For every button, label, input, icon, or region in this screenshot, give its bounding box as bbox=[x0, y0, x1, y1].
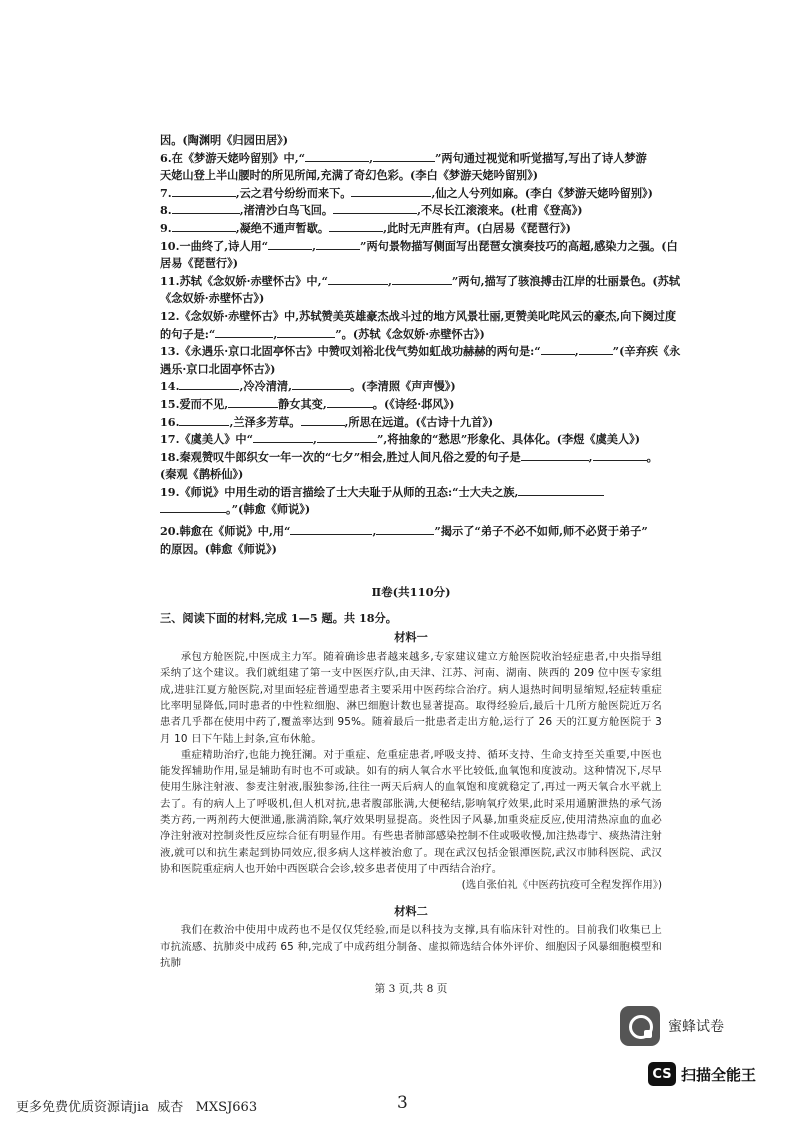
answer-blank[interactable] bbox=[172, 221, 236, 232]
text: 的原因。(韩愈《师说》) bbox=[160, 541, 277, 556]
text: ”(辛弃疾《永 bbox=[612, 344, 681, 359]
text: 15.爱而不见, bbox=[160, 396, 229, 411]
answer-blank[interactable] bbox=[172, 203, 240, 214]
answer-blank[interactable] bbox=[215, 327, 273, 338]
answer-blank[interactable] bbox=[593, 450, 647, 461]
text: ”,将抽象的“愁思”形象化、具体化。(李煜《虞美人》) bbox=[376, 432, 641, 447]
text: , bbox=[588, 449, 593, 464]
question-10 bbox=[160, 238, 678, 256]
question-19 bbox=[160, 484, 662, 502]
text: 14. bbox=[160, 379, 180, 394]
question-6-cont bbox=[160, 167, 662, 185]
line-0 bbox=[160, 132, 662, 150]
answer-blank[interactable] bbox=[327, 397, 373, 408]
text: ,所思在远道。(《古诗十九首》) bbox=[344, 414, 494, 429]
answer-blank[interactable] bbox=[228, 397, 278, 408]
text: , bbox=[372, 524, 377, 539]
question-20-cont bbox=[160, 541, 662, 559]
answer-blank[interactable] bbox=[376, 524, 434, 535]
text: 。 bbox=[646, 449, 658, 464]
app-name: 扫描全能王 bbox=[681, 1065, 757, 1084]
answer-blank[interactable] bbox=[305, 151, 369, 162]
question-11-cont bbox=[160, 290, 662, 308]
text: ”两句景物描写侧面写出琵琶女演奏技巧的高超,感染力之强。(白 bbox=[360, 238, 678, 253]
text: ,此时无声胜有声。(白居易《琵琶行》) bbox=[383, 220, 571, 235]
text: 10.一曲终了,诗人用“ bbox=[160, 238, 269, 253]
answer-blank[interactable] bbox=[160, 502, 226, 513]
mifeng-logo-icon bbox=[620, 1006, 660, 1046]
material-1-paragraph-2: 重症精助治疗,也能力挽狂澜。对于重症、危重症患者,呼吸支持、循环支持、生命支持至关重要,中医也能发挥辅助作用,显是辅助有时也不可或缺。如有的病人氧合水平比较低,血氧饱和度波动。这种情况下,尽早使用生脉注射液、参麦注射液,服独参汤,往往一两天后病人的血氧饱和度就稳定了,再过一两天氧合水平就上去了。有的病人上了呼吸机,但人机对抗,患者腹部胀满,大便秘结,影响氧疗效果,此时采用通腑泄热的承气汤类方药,一两剂药大便泄通,胀满消除,氧疗效果明显提高。炎性因子风暴,加重炎症反应,使用清热凉血的血必净注射液对控制炎性反应综合征有明显作用。有些患者肺部感染控制不住或吸收慢,加注热毒宁、痰热清注射液,就可以和抗生素起到协同效应,很多病人这样被治愈了。现在武汉包括金银潭医院,武汉市肺科医院、武汉协和医院重症病人也开始中西医联合会诊,较多患者使用了中西结合治疗。 bbox=[160, 748, 662, 875]
section-title: Ⅱ卷(共110分) bbox=[371, 585, 451, 600]
text: 6.在《梦游天姥吟留别》中,“ bbox=[160, 150, 306, 165]
text: 《念奴娇·赤壁怀古》) bbox=[160, 291, 265, 306]
answer-blank[interactable] bbox=[373, 151, 435, 162]
answer-blank[interactable] bbox=[518, 485, 604, 496]
answer-blank[interactable] bbox=[329, 221, 383, 232]
question-10-cont bbox=[160, 255, 662, 273]
question-18 bbox=[160, 449, 662, 467]
text: 8. bbox=[160, 203, 172, 218]
answer-blank[interactable] bbox=[541, 344, 575, 355]
camscanner-logo-icon: CS bbox=[648, 1062, 676, 1086]
text: 。”(韩愈《师说》) bbox=[226, 502, 311, 517]
answer-blank[interactable] bbox=[579, 344, 613, 355]
text: 居易《琵琶行》) bbox=[160, 256, 239, 271]
text: 19.《师说》中用生动的语言描绘了士大夫耻于从师的丑态:“士大夫之族, bbox=[160, 484, 519, 499]
answer-blank[interactable] bbox=[179, 415, 229, 426]
answer-blank[interactable] bbox=[253, 432, 313, 443]
text: ”。(苏轼《念奴娇·赤壁怀古》) bbox=[335, 326, 485, 341]
text: 的句子是:“ bbox=[160, 326, 216, 341]
answer-blank[interactable] bbox=[317, 432, 377, 443]
text: 因。(陶渊明《归园田居》) bbox=[160, 133, 289, 147]
answer-blank[interactable] bbox=[392, 274, 452, 285]
answer-blank[interactable] bbox=[316, 239, 360, 250]
material-1-paragraph-1: 承包方舱医院,中医成主力军。随着确诊患者越来越多,专家建议建立方舱医院收治轻症患者,中央指导组采纳了这个建议。我们就组建了第一支中医医疗队,由天津、江苏、河南、湖南、陕西的 209 位中医专家组成,进驻江夏方舱医院,对里面轻症普通型患者主要采用中医药综合治疗。病人退热时间明显缩短,轻症转重症比率明显降低,同时患者的中性粒细胞、淋巴细胞计数也显著提高。取得经验后,最后十几所方舱医院近万名患者几乎都在使用中药了,覆盖率达到 95%。随着最后一批患者走出方舱,运行了 26 天的江夏方舱医院于 3月 10 日下午陆上封条,宣布休舱。 bbox=[160, 651, 662, 745]
text: , bbox=[387, 273, 392, 288]
answer-blank[interactable] bbox=[290, 524, 372, 535]
question-20 bbox=[160, 523, 662, 541]
material-1-source: (选自张伯礼《中医药抗疫可全程发挥作用》) bbox=[461, 879, 662, 892]
text: 。(《诗经·邶风》) bbox=[372, 396, 455, 411]
text: , bbox=[312, 238, 317, 253]
question-7 bbox=[160, 185, 662, 203]
text: ,兰泽多芳草。 bbox=[229, 414, 301, 429]
text: ,云之君兮纷纷而来下。 bbox=[235, 185, 352, 200]
answer-blank[interactable] bbox=[333, 203, 417, 214]
app-badge-camscanner bbox=[648, 1062, 756, 1086]
text: 16. bbox=[160, 414, 180, 429]
question-15 bbox=[160, 396, 662, 414]
question-13-cont bbox=[160, 361, 662, 379]
question-18-cont bbox=[160, 466, 662, 484]
reading-instruction: 三、阅读下面的材料,完成 1—5 题。共 18分。 bbox=[160, 610, 397, 625]
text: 11.苏轼《念奴娇·赤壁怀古》中,“ bbox=[160, 273, 328, 288]
text: ,凝绝不通声暂歇。 bbox=[235, 220, 330, 235]
text: , bbox=[313, 432, 317, 447]
text: 静女其变, bbox=[278, 396, 327, 411]
question-13 bbox=[160, 343, 681, 361]
text: (秦观《鹊桥仙》) bbox=[160, 467, 244, 482]
answer-blank[interactable] bbox=[292, 379, 350, 390]
question-19-cont bbox=[160, 501, 662, 519]
footer-text: 更多免费优质资源请jia 威杏 MXSJ663 bbox=[16, 1100, 258, 1115]
answer-blank[interactable] bbox=[521, 450, 589, 461]
answer-blank[interactable] bbox=[277, 327, 335, 338]
text: 遇乐·京口北固亭怀古》) bbox=[160, 361, 276, 376]
text: ”揭示了“弟子不必不如师,师不必贤于弟子” bbox=[434, 524, 648, 539]
answer-blank[interactable] bbox=[351, 186, 431, 197]
text: ,渚清沙白鸟飞回。 bbox=[239, 203, 334, 218]
text: 13.《永遇乐·京口北固亭怀古》中赞叹刘裕北伐气势如虹战功赫赫的两句是:“ bbox=[160, 344, 541, 359]
question-12-cont bbox=[160, 326, 662, 344]
text: 20.韩愈在《师说》中,用“ bbox=[160, 524, 291, 539]
material-2-paragraph-1: 我们在救治中使用中成药也不是仅仅凭经验,而是以科技为支撑,具有临床针对性的。目前我们收集已上市抗流感、抗肺炎中成药 65 种,完成了中成药组分制备、虚拟筛选结合体外评价、细胞因子风暴细胞模型和抗肺 bbox=[160, 924, 662, 969]
material-2-title: 材料二 bbox=[394, 903, 428, 918]
question-16 bbox=[160, 414, 662, 432]
text: 。(李清照《声声慢》) bbox=[350, 379, 456, 394]
question-8 bbox=[160, 202, 662, 220]
text: ”两句,描写了骇浪搏击江岸的壮丽景色。(苏轼 bbox=[451, 273, 681, 288]
app-badge-mifeng bbox=[620, 1006, 724, 1046]
text: , bbox=[273, 326, 278, 341]
question-11 bbox=[160, 273, 681, 291]
app-name: 蜜蜂试卷 bbox=[668, 1019, 724, 1035]
page-indicator: 第 3 页,共 8 页 bbox=[374, 983, 448, 996]
answer-blank[interactable] bbox=[172, 186, 236, 197]
material-1-title: 材料一 bbox=[394, 630, 428, 645]
text: 7. bbox=[160, 185, 172, 200]
text: ”两句通过视觉和听觉描写,写出了诗人梦游 bbox=[434, 150, 647, 165]
text: 17.《虞美人》中“ bbox=[160, 432, 254, 447]
exam-page bbox=[160, 132, 681, 1009]
question-12 bbox=[160, 308, 677, 326]
text: , bbox=[369, 150, 373, 165]
question-14 bbox=[160, 378, 662, 396]
text: 天姥山登上半山腰时的所见所闻,充满了奇幻色彩。(李白《梦游天姥吟留别》) bbox=[160, 168, 539, 183]
text: ,仙之人兮列如麻。(李白《梦游天姥吟留别》) bbox=[431, 185, 653, 200]
text: ,冷冷清清, bbox=[239, 379, 293, 394]
question-9 bbox=[160, 220, 662, 238]
answer-blank[interactable] bbox=[328, 274, 388, 285]
text: ,不尽长江滚滚来。(杜甫《登高》) bbox=[417, 203, 583, 218]
question-17 bbox=[160, 431, 662, 449]
question-6 bbox=[160, 150, 662, 168]
text: , bbox=[574, 344, 579, 359]
answer-blank[interactable] bbox=[179, 379, 239, 390]
answer-blank[interactable] bbox=[268, 239, 312, 250]
answer-blank[interactable] bbox=[301, 415, 345, 426]
page-number: 3 bbox=[397, 1093, 408, 1113]
text: 18.秦观赞叹牛郎织女一年一次的“七夕”相会,胜过人间凡俗之爱的句子是 bbox=[160, 449, 521, 464]
text: 12.《念奴娇·赤壁怀古》中,苏轼赞美英雄豪杰战斗过的地方风景壮丽,更赞美叱咤风云的豪杰,向下阕过度 bbox=[160, 308, 677, 323]
text: 9. bbox=[160, 220, 172, 235]
